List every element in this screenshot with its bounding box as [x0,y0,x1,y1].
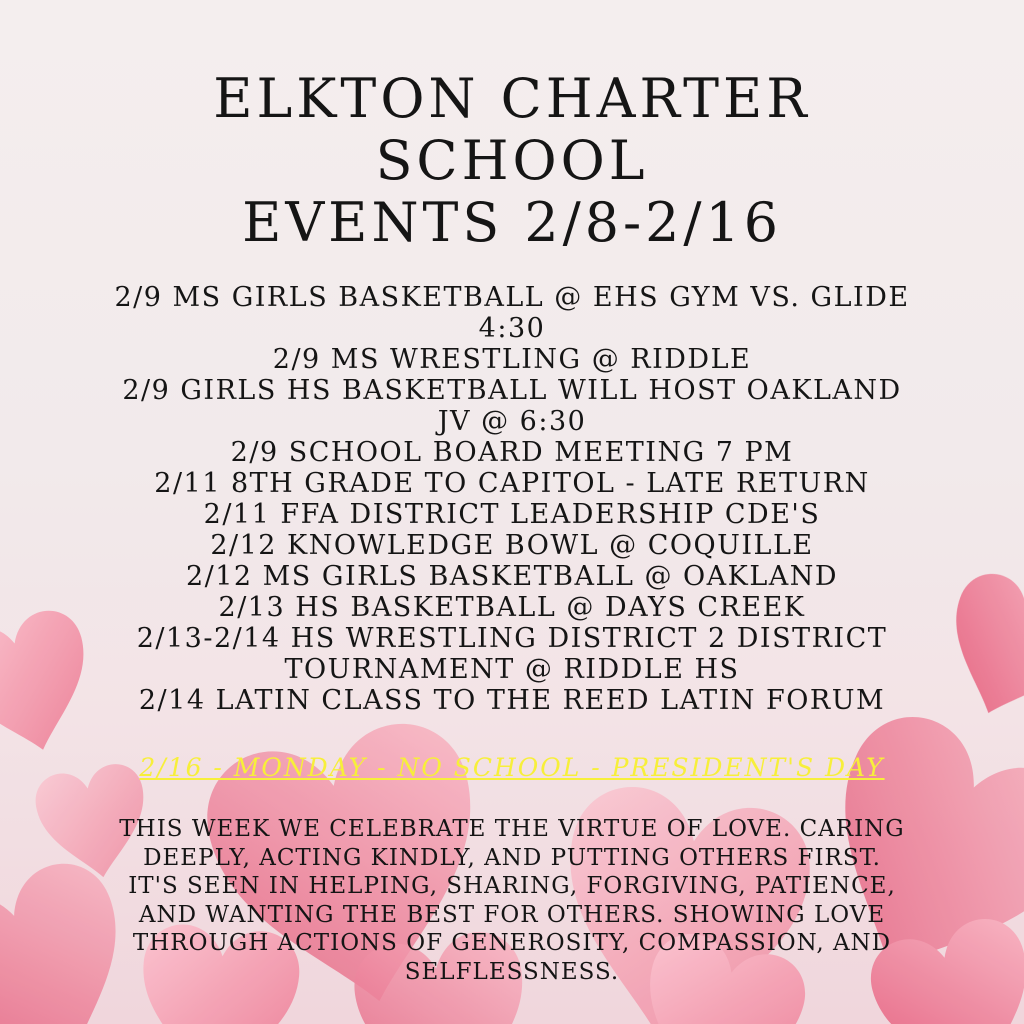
event-line: 2/13 HS BASKETBALL @ DAYS CREEK [218,592,806,623]
virtue-line: SELFLESSNESS. [404,958,620,985]
event-line: 2/11 8TH GRADE TO CAPITOL - LATE RETURN [154,468,870,499]
event-line: JV @ 6:30 [437,406,587,437]
event-line: 2/9 MS WRESTLING @ RIDDLE [272,344,752,375]
virtue-line: AND WANTING THE BEST FOR OTHERS. SHOWING LOVE [138,901,886,928]
event-line: 2/14 LATIN CLASS TO THE REED LATIN FORUM [138,685,886,716]
event-line: 2/12 KNOWLEDGE BOWL @ COQUILLE [210,530,814,561]
event-line: 2/12 MS GIRLS BASKETBALL @ OAKLAND [185,561,839,592]
event-line: TOURNAMENT @ RIDDLE HS [284,654,740,685]
event-line: 2/13-2/14 HS WRESTLING DISTRICT 2 DISTRICT [136,623,888,654]
event-line: 2/9 GIRLS HS BASKETBALL WILL HOST OAKLAND [122,375,902,406]
virtue-line: THIS WEEK WE CELEBRATE THE VIRTUE OF LOVE. CARING [119,816,905,842]
virtue-paragraph [40,815,984,987]
event-line: 2/9 SCHOOL BOARD MEETING 7 PM [230,437,794,468]
events-list [40,282,984,716]
event-line: 4:30 [478,313,546,344]
title-line-2: SCHOOL [375,129,649,192]
title-line-1: ELKTON CHARTER [213,67,811,130]
title-line-3: EVENTS 2/8-2/16 [242,191,782,254]
virtue-line: THROUGH ACTIONS OF GENEROSITY, COMPASSION, AND [132,930,892,957]
virtue-line: IT'S SEEN IN HELPING, SHARING, FORGIVING, PATIENCE, [128,873,896,900]
no-school-notice: 2/16 - MONDAY - NO SCHOOL - PRESIDENT'S DAY [139,753,885,782]
virtue-line: DEEPLY, ACTING KINDLY, AND PUTTING OTHERS FIRST. [143,844,881,871]
event-line: 2/9 MS GIRLS BASKETBALL @ EHS GYM VS. GLIDE [114,282,910,313]
event-line: 2/11 FFA DISTRICT LEADERSHIP CDE'S [203,499,821,530]
